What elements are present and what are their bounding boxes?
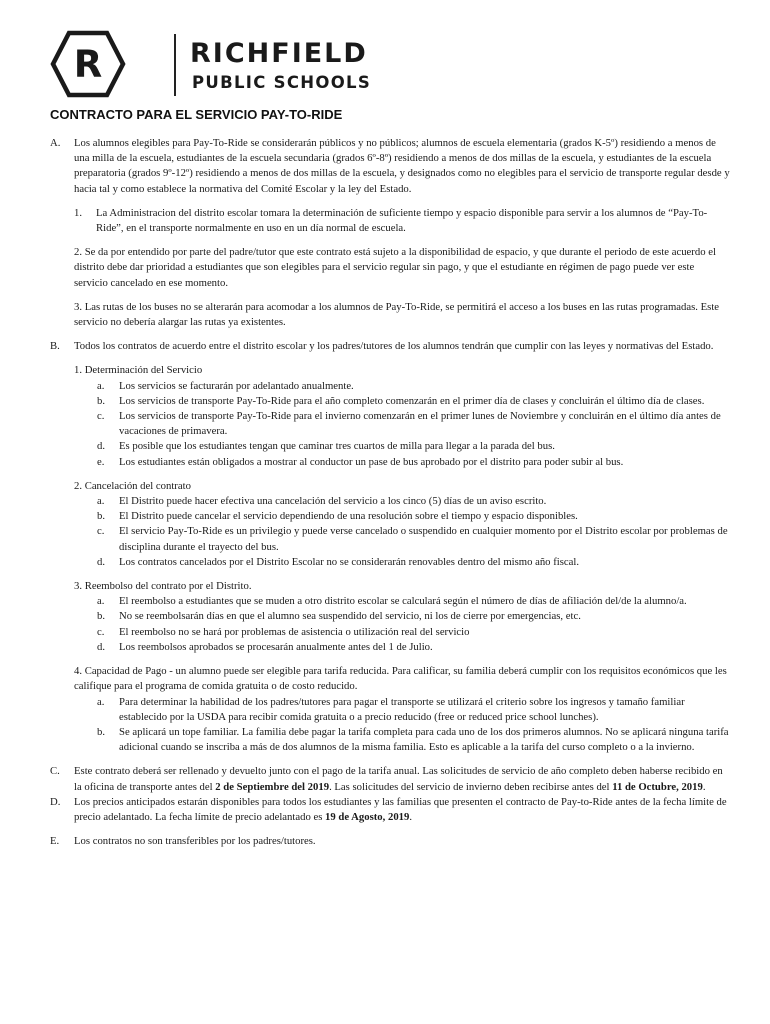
section-a-point-2 — [50, 245, 730, 291]
list-item: d. Los reembolsos aprobados se procesarán anualmente antes del 1 de Julio. — [97, 640, 433, 653]
list-item: c. El servicio Pay-To-Ride es un privilegio y puede verse cancelado o suspendido en cualquier momento por el Distrito escolar por problemas de disciplina durante el trayecto del bus. — [97, 525, 728, 553]
deadline-early-price: 19 de Agosto, 2019 — [325, 810, 410, 823]
section-c — [50, 764, 730, 794]
subsection-title: 2. Cancelación del contrato — [74, 479, 191, 492]
section-a — [50, 136, 730, 197]
list-item: d. Es posible que los estudiantes tengan que caminar tres cuartos de milla para llegar a la parada del bus. — [97, 440, 555, 453]
point-number: 1. — [74, 206, 83, 219]
subsection-title: 4. Capacidad de Pago - un alumno puede ser elegible para tarifa reducida. Para calificar, su familia deberá cumplir con los requisitos económicos que les califique para el programa de comida gratuita o de costo reducido. — [74, 665, 727, 693]
list-item: b. El Distrito puede cancelar el servicio dependiendo de una resolución sobre el tiempo y espacio disponibles. — [97, 510, 578, 523]
section-letter: E. — [50, 835, 60, 848]
section-letter: D. — [50, 795, 61, 808]
section-letter: B. — [50, 340, 60, 353]
section-letter: C. — [50, 765, 60, 778]
brand-subtitle: PUBLIC SCHOOLS — [192, 73, 372, 92]
list-item: d. Los contratos cancelados por el Distrito Escolar no se considerarán renovables dentro del mismo año fiscal. — [97, 555, 580, 568]
list-item: b. Los servicios de transporte Pay-To-Ride para el año completo comenzarán en el primer día de clases y concluirán el último día de clases. — [97, 394, 705, 407]
section-a-text: Los alumnos elegibles para Pay-To-Ride se considerarán públicos y no públicos; alumnos de escuela elementaria (grados K-5º) residiendo a menos de una milla de la escuela, estudiantes de la escuela secundaria (grados 6º-8º) residiendo a menos de dos millas de la escuela, y estudiantes de la escuela preparatoria (grados 9º-12º) residiendo a menos de dos millas de la escuela, y designados como no elegibles para el servicio de transporte regular desde y hacia tal y como establece la normativa del Comité Escolar y la ley del Estado. — [74, 137, 730, 195]
section-letter: A. — [50, 137, 61, 149]
list-item: a. El Distrito puede hacer efectiva una cancelación del servicio a los cinco (5) días de un aviso escrito. — [97, 495, 547, 508]
list-item: c. El reembolso no se hará por problemas de asistencia o utilización real del servicio — [97, 625, 470, 638]
subsection-title: 1. Determinación del Servicio — [74, 364, 203, 377]
logo-letter: R — [73, 43, 103, 86]
list-item: b. Se aplicará un tope familiar. La familia debe pagar la tarifa completa para cada uno de los dos primeros alumnos. No se aplicará ninguna tarifa adicional cuando se inscriba a más de dos alumnos de la misma familia. Esto es aplicable a la tarifa del curso completo o a la invierno. — [97, 725, 729, 754]
logo-divider — [174, 34, 176, 96]
r-hexagon-logo-icon — [50, 30, 126, 98]
subsection-title: 3. Reembolso del contrato por el Distrito. — [74, 580, 252, 593]
point-text: 2. Se da por entendido por parte del padre/tutor que este contrato está sujeto a la disponibilidad de espacio, y que durante el periodo de este acuerdo el distrito debe dar prioridad a estudiantes que son elegibles para el servicio regular sin pago, y que el estudiante en régimen de pago puede ver este servicio cancelado en ese momento. — [74, 246, 716, 289]
section-a-point-3 — [50, 300, 730, 330]
section-b — [50, 339, 730, 354]
document-title: CONTRACTO PARA EL SERVICIO PAY-TO-RIDE — [50, 107, 343, 122]
list-item: a. Para determinar la habilidad de los padres/tutores para pagar el transporte se utilizará el criterio sobre los ingresos y tamaño familiar establecido por la USDA para recibir comida gratuita o a precio reducido (free or reduced price school lunches). — [97, 695, 685, 723]
list-item: a. El reembolso a estudiantes que se muden a otro distrito escolar se calculará según el número de días de afiliación del/de la alumno/a. — [97, 595, 687, 608]
point-text: La Administracion del distrito escolar tomara la determinación de suficiente tiempo y espacio disponible para servir a los alumnos de “Pay-To-Ride”, en el transporte normalmente en uso en un día normal de escuela. — [96, 206, 708, 235]
section-c-text: Este contrato deberá ser rellenado y devuelto junto con el pago de la tarifa anual. Las solicitudes de servicio de año completo deben haberse recibido en la oficina de transporte antes del 2 de Septiembre del 2019. Las solicitudes del servicio de invierno deben recibirse antes del 11 de Octubre, 2019. — [74, 765, 723, 793]
section-e — [50, 834, 730, 849]
list-item: b. No se reembolsarán días en que el alumno sea suspendido del servicio, ni los de cierre por emergencias, etc. — [97, 610, 581, 623]
point-text: 3. Las rutas de los buses no se alterarán para acomodar a los alumnos de Pay-To-Ride, se permitirá el acceso a los buses en las rutas programadas. Este servicio no debería alargar las rutas ya existentes. — [74, 300, 720, 329]
list-item: a. Los servicios se facturarán por adelantado anualmente. — [97, 379, 354, 392]
deadline-full-year: 2 de Septiembre del 2019 — [215, 780, 330, 793]
section-e-text: Los contratos no son transferibles por los padres/tutores. — [74, 835, 316, 848]
deadline-winter: 11 de Octubre, 2019 — [612, 780, 703, 793]
school-logo — [46, 28, 386, 100]
section-d — [50, 795, 730, 825]
list-item: e. Los estudiantes están obligados a mostrar al conductor un pase de bus aprobado por el distrito para poder subir al bus. — [97, 455, 624, 468]
section-b-text: Todos los contratos de acuerdo entre el distrito escolar y los padres/tutores de los alumnos tendrán que cumplir con las leyes y normativas del Estado. — [74, 340, 714, 353]
brand-name: RICHFIELD — [190, 38, 368, 69]
section-d-text: Los precios anticipados estarán disponibles para todos los estudiantes y las familias que presenten el contracto de Pay-to-Ride antes de la fecha límite de precio adelantado. La fecha límite de precio adelantado es 19 de Agosto, 2019. — [74, 795, 727, 823]
section-a-point-1 — [50, 206, 730, 236]
contract-body — [50, 136, 730, 849]
list-item: c. Los servicios de transporte Pay-To-Ride para el invierno comenzarán en el primer lunes de Noviembre y concluirán en el último día antes de vacaciones de primavera. — [97, 410, 721, 438]
